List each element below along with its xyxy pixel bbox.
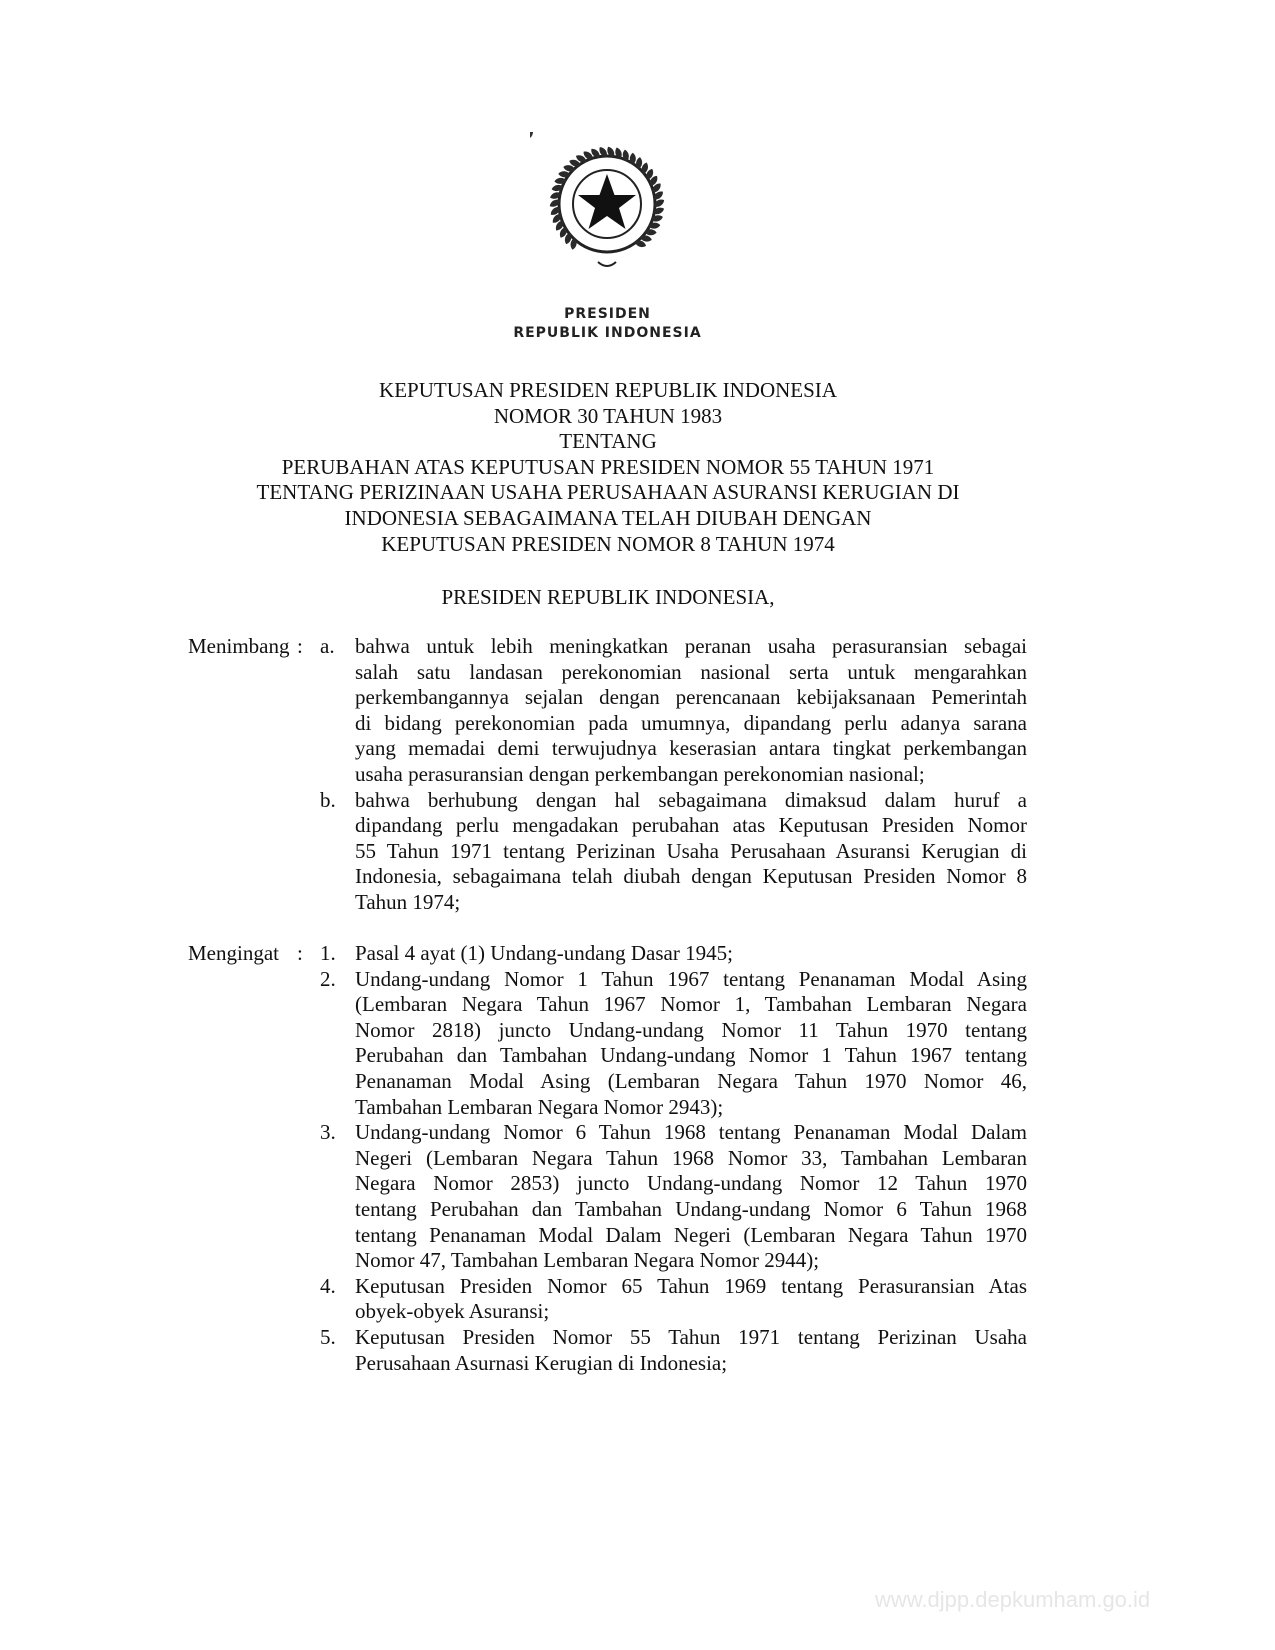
text-line: bahwa berhubung dengan hal sebagaimana dimaksud dalam huruf a — [355, 787, 1027, 812]
seal-caption-line2: REPUBLIK INDONESIA — [513, 325, 702, 341]
list-item — [188, 788, 1028, 916]
text-line: Perusahaan Asurnasi Kerugian di Indonesia; — [355, 1350, 728, 1375]
star-wreath-icon — [530, 132, 685, 282]
menimbang-section — [188, 634, 1028, 916]
text-line: Keputusan Presiden Nomor 55 Tahun 1971 tentang Perizinan Usaha — [355, 1324, 1027, 1349]
text-line: Indonesia, sebagaimana telah diubah dengan Keputusan Presiden Nomor 8 — [355, 864, 1027, 889]
garuda-seal-emblem — [530, 132, 685, 282]
text-line: Penanaman Modal Asing (Lembaran Negara Tahun 1970 Nomor 46, — [355, 1068, 1027, 1093]
document-title — [188, 378, 1028, 557]
section-colon: : — [297, 634, 303, 658]
item-number: a. — [320, 634, 335, 658]
mengingat-section — [188, 941, 1028, 1376]
list-item — [188, 941, 1028, 967]
text-line: Undang-undang Nomor 1 Tahun 1967 tentang Penanaman Modal Asing — [355, 966, 1027, 991]
text-line: dipandang perlu mengadakan perubahan atas Keputusan Presiden Nomor — [355, 813, 1027, 838]
president-heading: PRESIDEN REPUBLIK INDONESIA, — [441, 585, 775, 609]
title-line: TENTANG — [559, 429, 657, 454]
text-line: tentang Perubahan dan Tambahan Undang-undang Nomor 6 Tahun 1968 — [355, 1196, 1027, 1221]
text-line: Tambahan Lembaran Negara Nomor 2943); — [355, 1094, 724, 1119]
list-item — [188, 1120, 1028, 1274]
text-line: Nomor 2818) juncto Undang-undang Nomor 11 Tahun 1970 tentang — [355, 1017, 1027, 1042]
text-line: usaha perasuransian dengan perkembangan perekonomian nasional; — [355, 761, 925, 786]
text-line: bahwa untuk lebih meningkatkan peranan usaha perasuransian sebagai — [355, 634, 1027, 658]
item-number: 5. — [320, 1324, 336, 1349]
item-number: 1. — [320, 941, 336, 965]
list-item — [188, 1325, 1028, 1376]
text-line: Negara Nomor 2853) juncto Undang-undang Nomor 12 Tahun 1970 — [355, 1171, 1027, 1196]
item-number: 4. — [320, 1273, 336, 1298]
text-line: obyek-obyek Asuransi; — [355, 1299, 550, 1324]
list-item — [188, 634, 1028, 788]
item-number: b. — [320, 787, 336, 812]
text-line: Perubahan dan Tambahan Undang-undang Nomor 1 Tahun 1967 tentang — [355, 1043, 1027, 1068]
section-colon: : — [297, 941, 303, 965]
list-item — [188, 1274, 1028, 1325]
text-line: tentang Penanaman Modal Dalam Negeri (Lembaran Negara Tahun 1970 — [355, 1222, 1027, 1247]
title-line: KEPUTUSAN PRESIDEN REPUBLIK INDONESIA — [379, 378, 837, 402]
title-line: TENTANG PERIZINAAN USAHA PERUSAHAAN ASURANSI KERUGIAN DI — [256, 480, 960, 505]
text-line: Keputusan Presiden Nomor 65 Tahun 1969 tentang Perasuransian Atas — [355, 1273, 1027, 1298]
title-line: INDONESIA SEBAGAIMANA TELAH DIUBAH DENGAN — [344, 505, 872, 530]
text-line: Negeri (Lembaran Negara Tahun 1968 Nomor 33, Tambahan Lembaran — [355, 1145, 1027, 1170]
item-number: 2. — [320, 966, 336, 991]
text-line: salah satu landasan perekonomian nasional serta untuk mengarahkan — [355, 659, 1027, 684]
text-line: 55 Tahun 1971 tentang Perizinan Usaha Perusahaan Asuransi Kerugian di — [355, 838, 1027, 863]
text-line: perkembangannya sejalan dengan perencanaan kebijaksanaan Pemerintah — [355, 685, 1027, 710]
seal-caption-line1: PRESIDEN — [564, 306, 651, 322]
text-line: di bidang perekonomian pada umumnya, dipandang perlu adanya sarana — [355, 710, 1027, 735]
item-number: 3. — [320, 1120, 336, 1145]
title-line: KEPUTUSAN PRESIDEN NOMOR 8 TAHUN 1974 — [381, 531, 835, 556]
text-line: Pasal 4 ayat (1) Undang-undang Dasar 1945; — [355, 941, 733, 965]
section-label: Mengingat — [188, 941, 279, 965]
text-line: yang memadai demi terwujudnya keserasian antara tingkat perkembangan — [355, 736, 1027, 761]
title-line: NOMOR 30 TAHUN 1983 — [493, 403, 723, 428]
text-line: Nomor 47, Tambahan Lembaran Negara Nomor 2944); — [355, 1248, 820, 1273]
list-item — [188, 967, 1028, 1121]
watermark: www.djpp.depkumham.go.id — [875, 1587, 1151, 1612]
text-line: Tahun 1974; — [355, 889, 461, 914]
text-line: Undang-undang Nomor 6 Tahun 1968 tentang Penanaman Modal Dalam — [355, 1120, 1027, 1145]
section-label: Menimbang — [188, 634, 290, 658]
title-line: PERUBAHAN ATAS KEPUTUSAN PRESIDEN NOMOR 55 TAHUN 1971 — [281, 454, 935, 479]
text-line: (Lembaran Negara Tahun 1967 Nomor 1, Tambahan Lembaran Negara — [355, 992, 1027, 1017]
